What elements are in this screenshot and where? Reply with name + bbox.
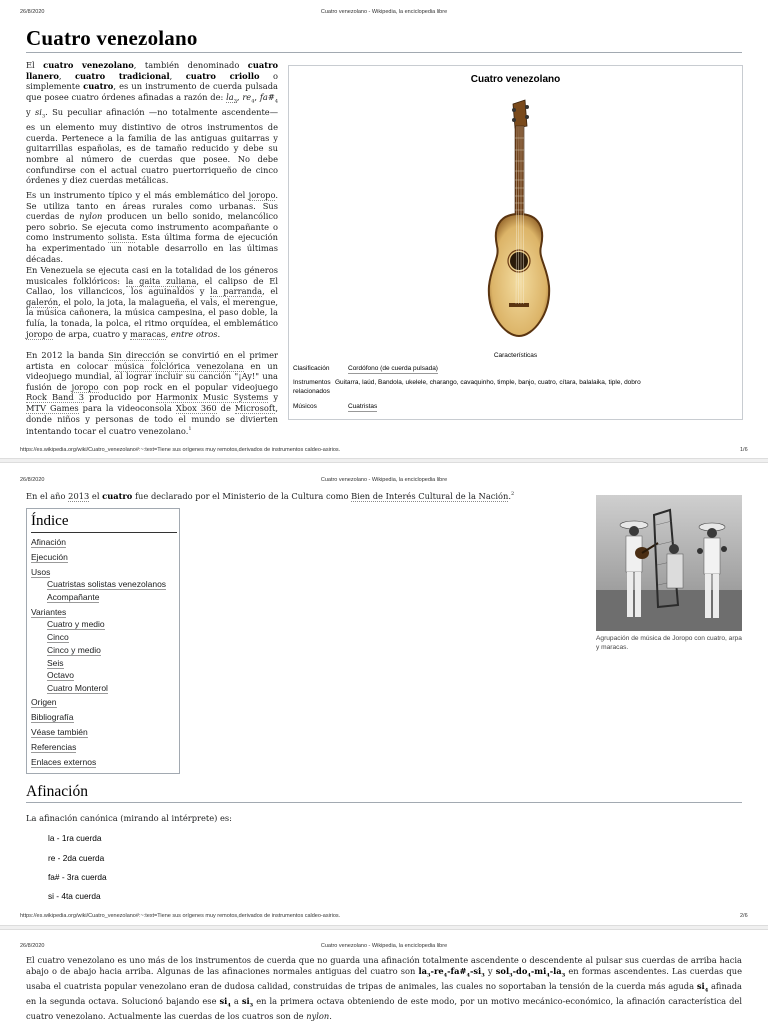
toc-link-bibliografia[interactable]: Bibliografía (31, 712, 74, 722)
footer-url[interactable]: https://es.wikipedia.org/wiki/Cuatro_venezolano#:~:text=Tiene sus orígenes muy remotos,derivados de instrumentos caldeo-asirios. (20, 913, 341, 919)
lead-paragraph-3: En Venezuela se ejecuta casi en la totalidad de los géneros musicales folklóricos: la gaita zuliana, el calipso de El Callao, los villancicos, los aguinaldos y la parranda, el galerón, el polo, la jota, la malagueña, el vals, el merengue, la música cañonera, la música campesina, el paso doble, la fulía, la tonada, la polca, el ritmo orquídea, el emblemático joropo de arpa, cuatro y maracas, entre otros. (26, 265, 278, 339)
header-date: 26/8/2020 (20, 477, 45, 483)
table-of-contents (26, 508, 180, 774)
toc-divider (31, 532, 177, 533)
toc-link-vease-tambien[interactable]: Véase también (31, 727, 88, 737)
footer-page-number: 2/6 (740, 913, 748, 919)
figure-caption (596, 634, 746, 652)
afinacion-intro: La afinación canónica (mirando al intérprete) es: (26, 813, 232, 823)
toc-link-afinacion[interactable]: Afinación (31, 537, 66, 547)
caption-text: Agrupación de música de Joropo con cuatro, arpa y maracas. (596, 635, 742, 651)
page-separator (0, 925, 768, 930)
afinacion-paragraph: El cuatro venezolano es uno más de los instrumentos de cuerda que no guarda una afinación totalmente ascendente o descendente al pulsar sus cuerdas de arriba hacia abajo o de abajo hacia arriba. Algunas de las afinaciones normales antiguas del cuatro son $la_3-re_4-fa\#_4-si_3$ y $sol_3-do_4-mi_4-la_3$ en formas ascendentes. Las cuerdas que usaba el cuatrista popular venezolano eran de dudosa calidad, construidas de tripas de animales, las cuales no soportaban la tensión de la cuerda más aguda $si_4$ afinada en la segunda octava. Solucionó bajando ese $si_4$ a $si_3$ en la primera octava obteniendo de este modo, por un motivo mecánico-económico, la afinación característica del cuatro venezolano. Actualmente las cuerdas de los cuatros son de nylon. (26, 955, 742, 1022)
toc-link-cinco[interactable]: Cinco (47, 632, 69, 642)
footer-url[interactable]: https://es.wikipedia.org/wiki/Cuatro_venezolano#:~:text=Tiene sus orígenes muy remotos,derivados de instrumentos caldeo-asirios. (20, 447, 341, 453)
joropo-group-photo[interactable] (596, 495, 742, 631)
header-title: Cuatro venezolano - Wikipedia, la enciclopedia libre (320, 477, 448, 483)
infobox-title: Cuatro venezolano (470, 74, 561, 85)
section-divider (26, 802, 742, 803)
tuning-string-1: la - 1ra cuerda (48, 833, 102, 843)
toc-link-enlaces-externos[interactable]: Enlaces externos (31, 757, 97, 767)
tuning-string-2: re - 2da cuerda (48, 853, 105, 863)
toc-link-cuatro-y-medio[interactable]: Cuatro y medio (47, 619, 105, 629)
lead-paragraph-1: El cuatro venezolano, también denominado cuatro llanero, cuatro tradicional, cuatro criollo o simplemente cuatro, es un instrumento de cuerda pulsada que posee cuatro órdenes afinadas a razón de: $la_3$, $re_4$, $fa\#_4$ y $si_3$. Su peculiar afinación —no totalmente ascendente— es un elemento muy distintivo de otros instrumentos de cuerda. Pertenece a la familia de las antiguas guitarras y guitarrillas españolas, es de tamaño reducido y debe su nombre al número de cuerdas que posee. No debe confundirse con el actual cuatro puertorriqueño de cinco órdenes y diez cuerdas metálicas. (26, 60, 279, 186)
section-heading-afinacion: Afinación (26, 783, 88, 800)
header-title: Cuatro venezolano - Wikipedia, la enciclopedia libre (320, 9, 448, 15)
row-key: Músicos (293, 403, 317, 410)
toc-title: Índice (31, 513, 69, 529)
musicians-link[interactable]: Cuatristas (348, 403, 378, 410)
toc-link-acompanante[interactable]: Acompañante (47, 592, 100, 602)
footer-page-number: 1/6 (740, 447, 748, 453)
header-date: 26/8/2020 (20, 943, 45, 949)
toc-link-seis[interactable]: Seis (47, 658, 64, 668)
toc-link-cinco-y-medio[interactable]: Cinco y medio (47, 645, 101, 655)
tuning-string-4: si - 4ta cuerda (48, 891, 101, 901)
toc-link-variantes[interactable]: Variantes (31, 607, 67, 617)
toc-link-cuatro-monterol[interactable]: Cuatro Monterol (47, 683, 108, 693)
infobox-row-musicians (293, 402, 377, 412)
related-instruments-links[interactable]: Guitarra, laúd, Bandola, ukelele, charango, cavaquinho, timple, banjo, cuatro, cítara, balalaika, tiple, dobro (335, 379, 641, 386)
toc-link-origen[interactable]: Origen (31, 697, 57, 707)
infobox-row-classification (293, 364, 438, 374)
page-separator (0, 458, 768, 463)
header-date: 26/8/2020 (20, 9, 45, 15)
infobox-section-heading: Características (493, 352, 538, 359)
tuning-string-3: fa# - 3ra cuerda (48, 872, 107, 882)
lead-paragraph-5: En el año 2013 el cuatro fue declarado por el Ministerio de la Cultura como Bien de Interés Cultural de la Nación.$^2$ (26, 490, 515, 501)
lead-paragraph-2: Es un instrumento típico y el más emblemático del joropo. Se utiliza tanto en áreas rurales como urbanas. Sus cuerdas de nylon producen un bello sonido, melancólico pero sobrio. Se ejecuta como instrumento acompañante o como instrumento solista. Esta última forma de ejecución ha experimentado un notable desarrollo en las últimas décadas. (26, 190, 278, 264)
header-title: Cuatro venezolano - Wikipedia, la enciclopedia libre (320, 943, 448, 949)
cuatro-instrument-image (469, 96, 569, 346)
infobox (288, 65, 743, 420)
infobox-row-related (293, 378, 738, 396)
toc-link-referencias[interactable]: Referencias (31, 742, 77, 752)
toc-link-cuatristas[interactable]: Cuatristas solistas venezolanos (47, 579, 167, 589)
title-divider (26, 52, 742, 53)
classification-link[interactable]: Cordófono (de cuerda pulsada) (348, 365, 438, 372)
lead-paragraph-4: En 2012 la banda Sin dirección se convirtió en el primer artista en colocar música folclórica venezolana en un videojuego mundial, al lograr incluir su canción "¡Ay!" una fusión de joropo con pop rock en el popular videojuego Rock Band 3 producido por Harmonix Music Systems y MTV Games para la videoconsola Xbox 360 de Microsoft, donde niños y personas de todo el mundo se divierten intentando tocar el cuatro venezolano.$^1$ (26, 350, 279, 436)
toc-link-ejecucion[interactable]: Ejecución (31, 552, 68, 562)
toc-link-usos[interactable]: Usos (31, 567, 51, 577)
page-title: Cuatro venezolano (26, 26, 198, 50)
row-key: Clasificación (293, 365, 330, 372)
row-key: Instrumentos relacionados (293, 379, 331, 395)
toc-link-octavo[interactable]: Octavo (47, 670, 74, 680)
